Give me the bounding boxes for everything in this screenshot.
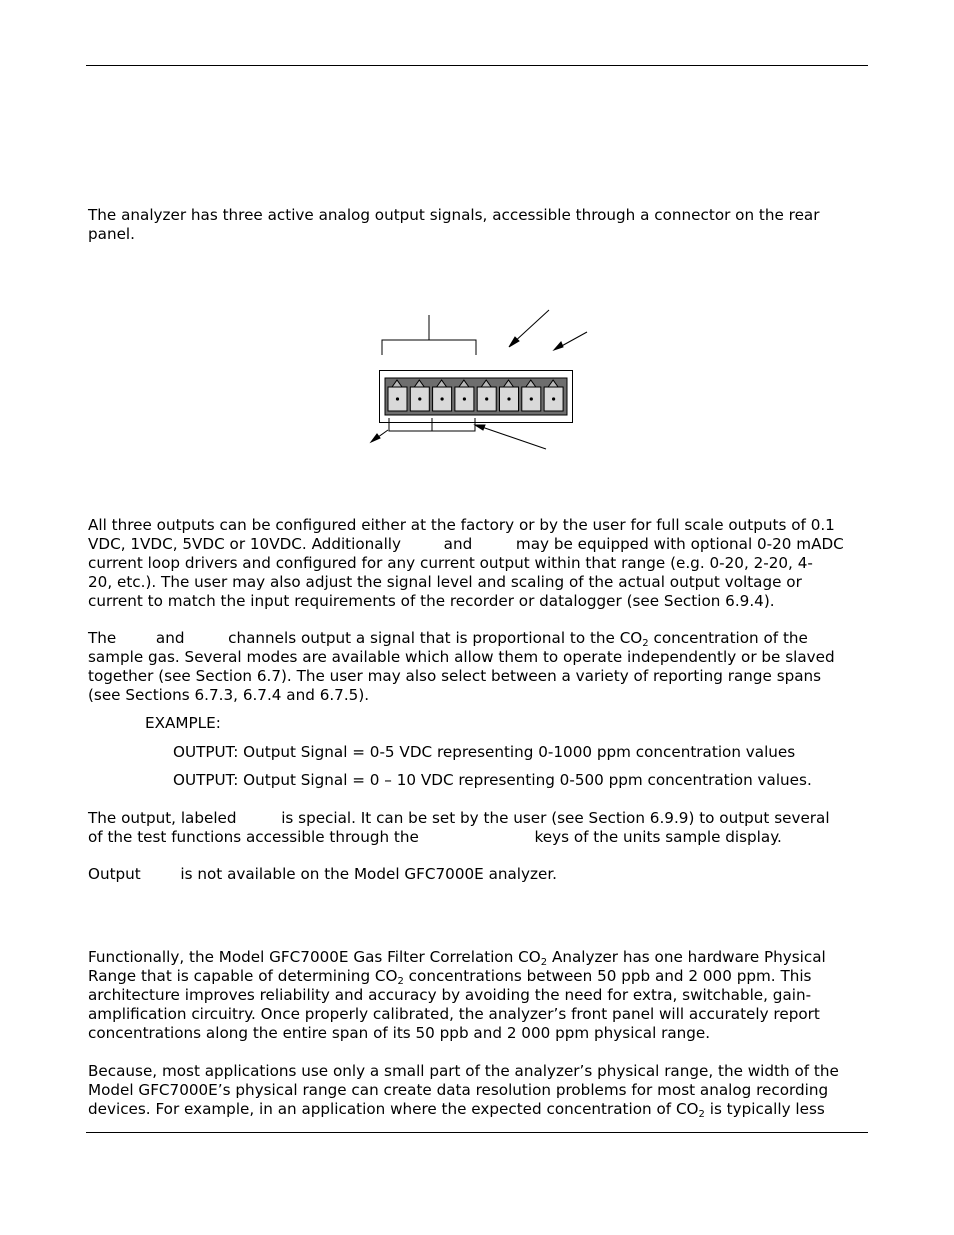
text-line: Model GFC7000E’s physical range can create data resolution problems for most analog recording — [88, 1081, 829, 1099]
text-line: together (see Section 6.7). The user may also select between a variety of reporting range spans — [88, 667, 822, 685]
text-line: devices. For example, in an application where the expected concentration of $CO_2$ is typically less — [88, 1100, 825, 1120]
pin-screw — [396, 397, 399, 400]
pin-screw — [530, 397, 533, 400]
text-line: The and channels output a signal that is proportional to the $CO_2$ concentration of the — [88, 629, 808, 649]
footer-rule — [86, 1132, 868, 1133]
text-line: current loop drivers and configured for any current output within that range (e.g. 0-20, 2-20, 4- — [88, 554, 813, 572]
text-line: amplification circuitry. Once properly calibrated, the analyzer’s front panel will accurately report — [88, 1005, 820, 1023]
text-line: current to match the input requirements of the recorder or datalogger (see Section 6.9.4). — [88, 592, 775, 610]
example-line: OUTPUT: Output Signal = 0 – 10 VDC representing 0-500 ppm concentration values. — [173, 771, 812, 789]
channels-paragraph — [88, 629, 868, 705]
bracket — [382, 340, 476, 355]
text-line: of the test functions accessible through the keys of the units sample display. — [88, 828, 782, 846]
text-line: The output, labeled is special. It can be set by the user (see Section 6.9.9) to output several — [88, 809, 830, 827]
text-line: concentrations along the entire span of its 50 ppb and 2 000 ppm physical range. — [88, 1024, 711, 1042]
text-line: Functionally, the Model GFC7000E Gas Filter Correlation $CO_2$ Analyzer has one hardware Physical — [88, 948, 826, 968]
text-line: sample gas. Several modes are available which allow them to operate independently or be slaved — [88, 648, 835, 666]
example-line: OUTPUT: Output Signal = 0-5 VDC representing 0-1000 ppm concentration values — [173, 743, 796, 761]
text-line: VDC, 1VDC, 5VDC or 10VDC. Additionally and may be equipped with optional 0-20 mADC — [88, 535, 844, 553]
example-label: EXAMPLE: — [145, 714, 221, 732]
outputs-config-paragraph — [88, 516, 868, 611]
pin-screw — [485, 397, 488, 400]
text-line: All three outputs can be configured either at the factory or by the user for full scale outputs of 0.1 — [88, 516, 835, 534]
physical-range-paragraph — [88, 948, 868, 1043]
text-line: architecture improves reliability and accuracy by avoiding the need for extra, switchable, gain- — [88, 986, 812, 1004]
text-line: Range that is capable of determining $CO_2$ concentrations between 50 ppb and 2 000 ppm. This — [88, 967, 812, 987]
pin-screw — [507, 397, 510, 400]
resolution-paragraph — [88, 1062, 868, 1119]
pin-screw — [418, 397, 421, 400]
pin-screw — [441, 397, 444, 400]
text-line: Because, most applications use only a small part of the analyzer’s physical range, the width of the — [88, 1062, 839, 1080]
intro-paragraph: The analyzer has three active analog output signals, accessible through a connector on the rear panel. — [88, 206, 820, 243]
pin-screw — [552, 397, 555, 400]
text-line: 20, etc.). The user may also adjust the signal level and scaling of the actual output voltage or — [88, 573, 802, 591]
test-output-paragraph — [88, 809, 868, 847]
text-line: (see Sections 6.7.3, 6.7.4 and 6.7.5). — [88, 686, 370, 704]
pin-screw — [463, 397, 466, 400]
output-unavailable-paragraph — [88, 865, 868, 884]
text-line: Output is not available on the Model GFC7000E analyzer. — [88, 865, 558, 883]
